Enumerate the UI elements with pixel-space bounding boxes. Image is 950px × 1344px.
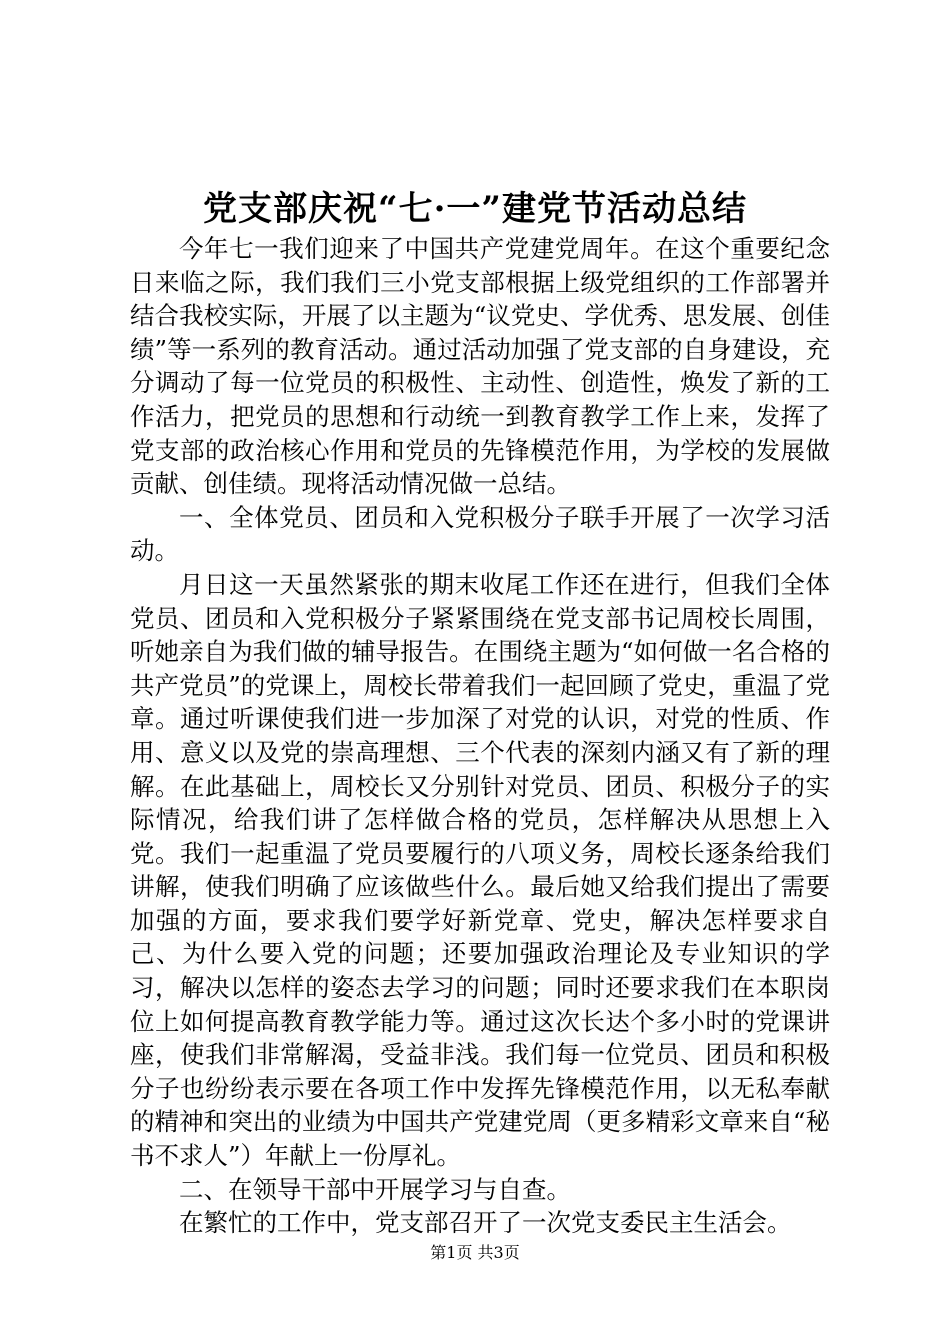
document-title: 党支部庆祝“七·一”建党节活动总结 xyxy=(203,189,747,229)
paragraph-section-1-body: 月日这一天虽然紧张的期末收尾工作还在进行，但我们全体党员、团员和入党积极分子紧紧围绕在党支部书记周校长周围，听她亲自为我们做的辅导报告。在围绕主题为“如何做一名合格的共产党员”的党课上，周校长带着我们一起回顾了党史，重温了党章。通过听课使我们进一步加深了对党的认识，对党的性质、作用、意义以及党的崇高理想、三个代表的深刻内涵又有了新的理解。在此基础上，周校长又分别针对党员、团员、积极分子的实际情况，给我们讲了怎样做合格的党员，怎样解决从思想上入党。我们一起重温了党员要履行的八项义务，周校长逐条给我们讲解，使我们明确了应该做些什么。最后她又给我们提出了需要加强的方面，要求我们要学好新党章、党史，解决怎样要求自己、为什么要入党的问题；还要加强政治理论及专业知识的学习，解决以怎样的姿态去学习的问题；同时还要求我们在本职岗位上如何提高教育教学能力等。通过这次长达个多小时的党课讲座，使我们非常解渴，受益非浅。我们每一位党员、团员和积极分子也纷纷表示要在各项工作中发挥先锋模范作用，以无私奉献的精神和突出的业绩为中国共产党建党周（更多精彩文章来自“秘书不求人”）年献上一份厚礼。 xyxy=(130,569,830,1171)
page-footer: 第1页 共3页 xyxy=(430,1243,520,1262)
paragraph-section-2-heading: 二、在领导干部中开展学习与自查。 xyxy=(179,1174,571,1204)
paragraph-section-1-heading: 一、全体党员、团员和入党积极分子联手开展了一次学习活动。 xyxy=(130,502,830,566)
paragraph-intro: 今年七一我们迎来了中国共产党建党周年。在这个重要纪念日来临之际，我们我们三小党支部根据上级党组织的工作部署并结合我校实际，开展了以主题为“议党史、学优秀、思发展、创佳绩”等一系列的教育活动。通过活动加强了党支部的自身建设，充分调动了每一位党员的积极性、主动性、创造性，焕发了新的工作活力，把党员的思想和行动统一到教育教学工作上来，发挥了党支部的政治核心作用和党员的先锋模范作用，为学校的发展做贡献、创佳绩。现将活动情况做一总结。 xyxy=(130,234,830,499)
paragraph-section-2-body: 在繁忙的工作中，党支部召开了一次党支委民主生活会。 xyxy=(179,1208,792,1238)
document-body xyxy=(130,232,830,1240)
